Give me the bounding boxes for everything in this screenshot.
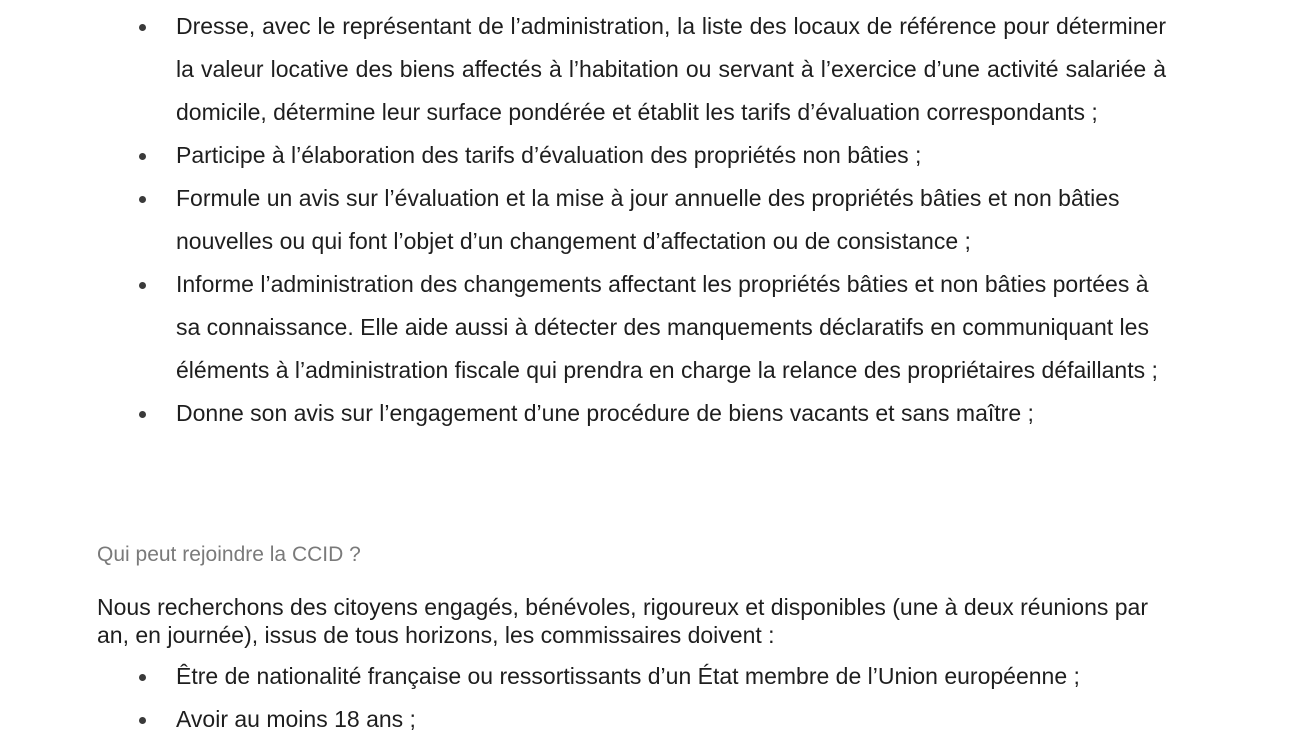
list-item-text: Donne son avis sur l’engagement d’une procédure de biens vacants et sans maître ;: [176, 400, 1034, 426]
list-item: [0, 177, 1166, 263]
list-item-text: Avoir au moins 18 ans ;: [176, 706, 416, 732]
bullet-icon: [139, 411, 146, 418]
bullet-icon: [139, 153, 146, 160]
missions-list: [0, 5, 1300, 435]
list-item: [0, 392, 1166, 435]
list-item: [0, 5, 1166, 134]
bullet-icon: [139, 674, 146, 681]
list-item: [0, 134, 1166, 177]
list-item: [0, 263, 1166, 392]
bullet-icon: [139, 717, 146, 724]
list-item-text: Formule un avis sur l’évaluation et la mise à jour annuelle des propriétés bâties et non bâties nouvelles ou qui font l’objet d’un changement d’affectation ou de consistance ;: [176, 185, 1120, 254]
list-item-text: Être de nationalité française ou ressortissants d’un État membre de l’Union européenne ;: [176, 663, 1080, 689]
list-item-text: Informe l’administration des changements affectant les propriétés bâties et non bâties portées à sa connaissance. Elle aide aussi à détecter des manquements déclaratifs en communiquant les éléments à l’administration fiscale qui prendra en charge la relance des propriétaires défaillants ;: [176, 271, 1158, 383]
list-item: [0, 655, 1166, 698]
bullet-icon: [139, 24, 146, 31]
list-item-text: Participe à l’élaboration des tarifs d’évaluation des propriétés non bâties ;: [176, 142, 922, 168]
bullet-icon: [139, 196, 146, 203]
list-item: [0, 698, 1166, 741]
list-item-text: Dresse, avec le représentant de l’administration, la liste des locaux de référence pour déterminer la valeur locative des biens affectés à l’habitation ou servant à l’exercice d’une activité salariée à domicile, détermine leur surface pondérée et établit les tarifs d’évaluation correspondants ;: [176, 13, 1166, 125]
requirements-list: [0, 655, 1300, 741]
intro-paragraph: Nous recherchons des citoyens engagés, bénévoles, rigoureux et disponibles (une à deux réunions par an, en journée), issus de tous horizons, les commissaires doivent :: [97, 594, 1148, 648]
bullet-icon: [139, 282, 146, 289]
section-heading: Qui peut rejoindre la CCID ?: [97, 543, 361, 566]
